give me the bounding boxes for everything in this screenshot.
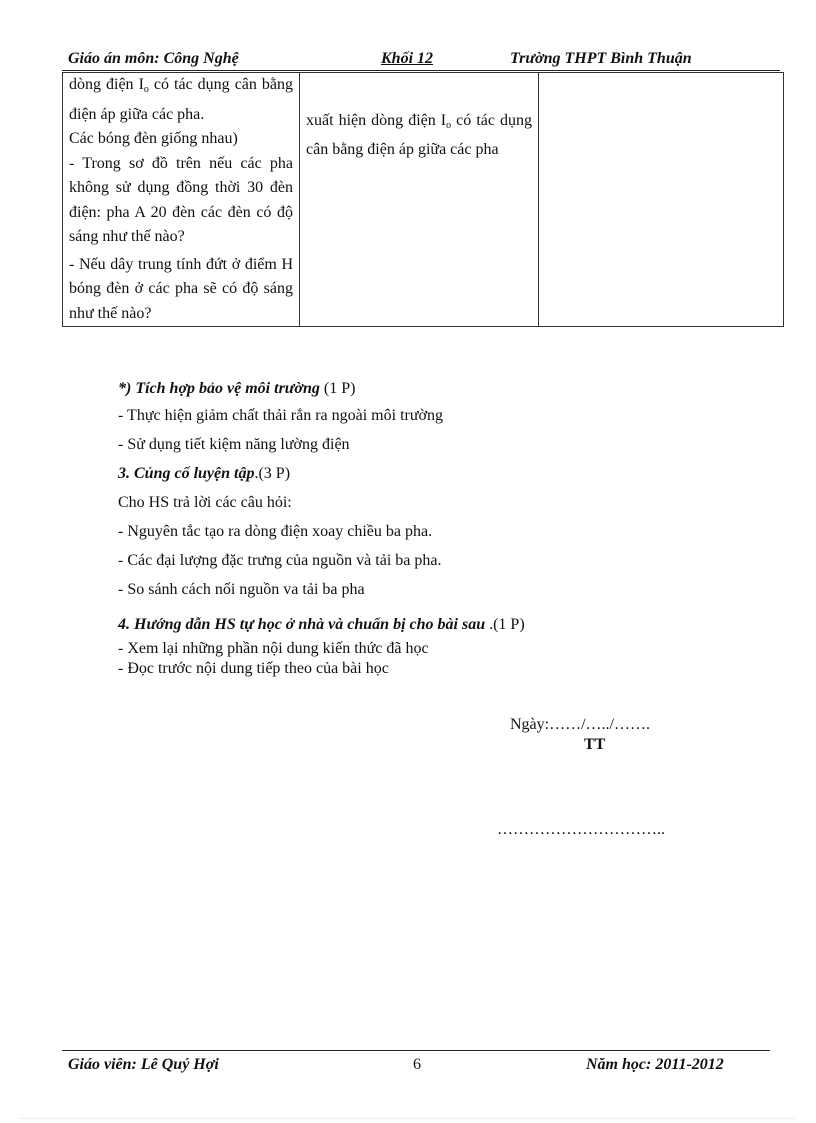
list-item: - Thực hiện giảm chất thải rắn ra ngoài môi trường (118, 407, 443, 424)
header-grade: Khối 12 (381, 50, 434, 67)
table-row (63, 73, 784, 327)
signature-line: ………………………….. (497, 821, 665, 838)
lesson-table (62, 72, 784, 327)
cell-paragraph: xuất hiện dòng điện $I_o$ có tác dụng cân bằng điện áp giữa các pha (306, 112, 533, 158)
signature-date: Ngày:……/…../……. (510, 716, 650, 733)
list-item: - Đọc trước nội dung tiếp theo của bài học (118, 660, 389, 677)
header-subject: Giáo án môn: Công Nghệ (68, 50, 239, 67)
footer-teacher: Giáo viên: Lê Quý Hợi (68, 1056, 219, 1073)
list-item: - Xem lại những phần nội dung kiến thức đã học (118, 640, 429, 657)
homework-heading: 4. Hướng dẫn HS tự học ở nhà và chuẩn bị cho bài sau .(1 P) (118, 616, 525, 633)
review-heading: 3. Củng cố luyện tập.(3 P) (118, 465, 291, 482)
cell-paragraph: Các bóng đèn giống nhau) (69, 130, 238, 147)
cell-paragraph: dòng điện $I_o$ có tác dụng cân bằng điện áp giữa các pha. (69, 76, 294, 123)
page-edge-divider (20, 1118, 796, 1119)
list-item: - Các đại lượng đặc trưng của nguồn và tải ba pha. (118, 552, 442, 569)
page-header (66, 50, 778, 70)
page-number: 6 (413, 1056, 421, 1073)
header-school: Trường THPT Bình Thuận (510, 50, 692, 67)
student-activity-cell (300, 73, 539, 327)
footer-year: Năm học: 2011-2012 (586, 1056, 724, 1073)
lesson-body (118, 378, 738, 680)
cell-paragraph: - Trong sơ đồ trên nếu các pha không sử dụng đồng thời 30 đèn điện: pha A 20 đèn các đèn có độ sáng như thế nào? (69, 154, 293, 245)
list-item: - Sử dụng tiết kiệm năng lường điện (118, 436, 350, 453)
header-rule (62, 70, 780, 71)
footer-rule (62, 1050, 770, 1051)
env-heading: *) Tích hợp bảo vệ môi trường (1 P) (118, 380, 356, 397)
list-item: - Nguyên tắc tạo ra dòng điện xoay chiều ba pha. (118, 523, 433, 540)
content-cell (539, 73, 784, 327)
review-intro: Cho HS trả lời các câu hỏi: (118, 494, 292, 511)
teacher-activity-cell (63, 73, 300, 327)
page-footer (66, 1056, 770, 1076)
signature-title: TT (584, 736, 606, 753)
cell-paragraph: - Nếu dây trung tính đứt ở điểm H bóng đèn ở các pha sẽ có độ sáng như thế nào? (69, 255, 293, 322)
list-item: - So sánh cách nối nguồn va tải ba pha (118, 581, 365, 598)
